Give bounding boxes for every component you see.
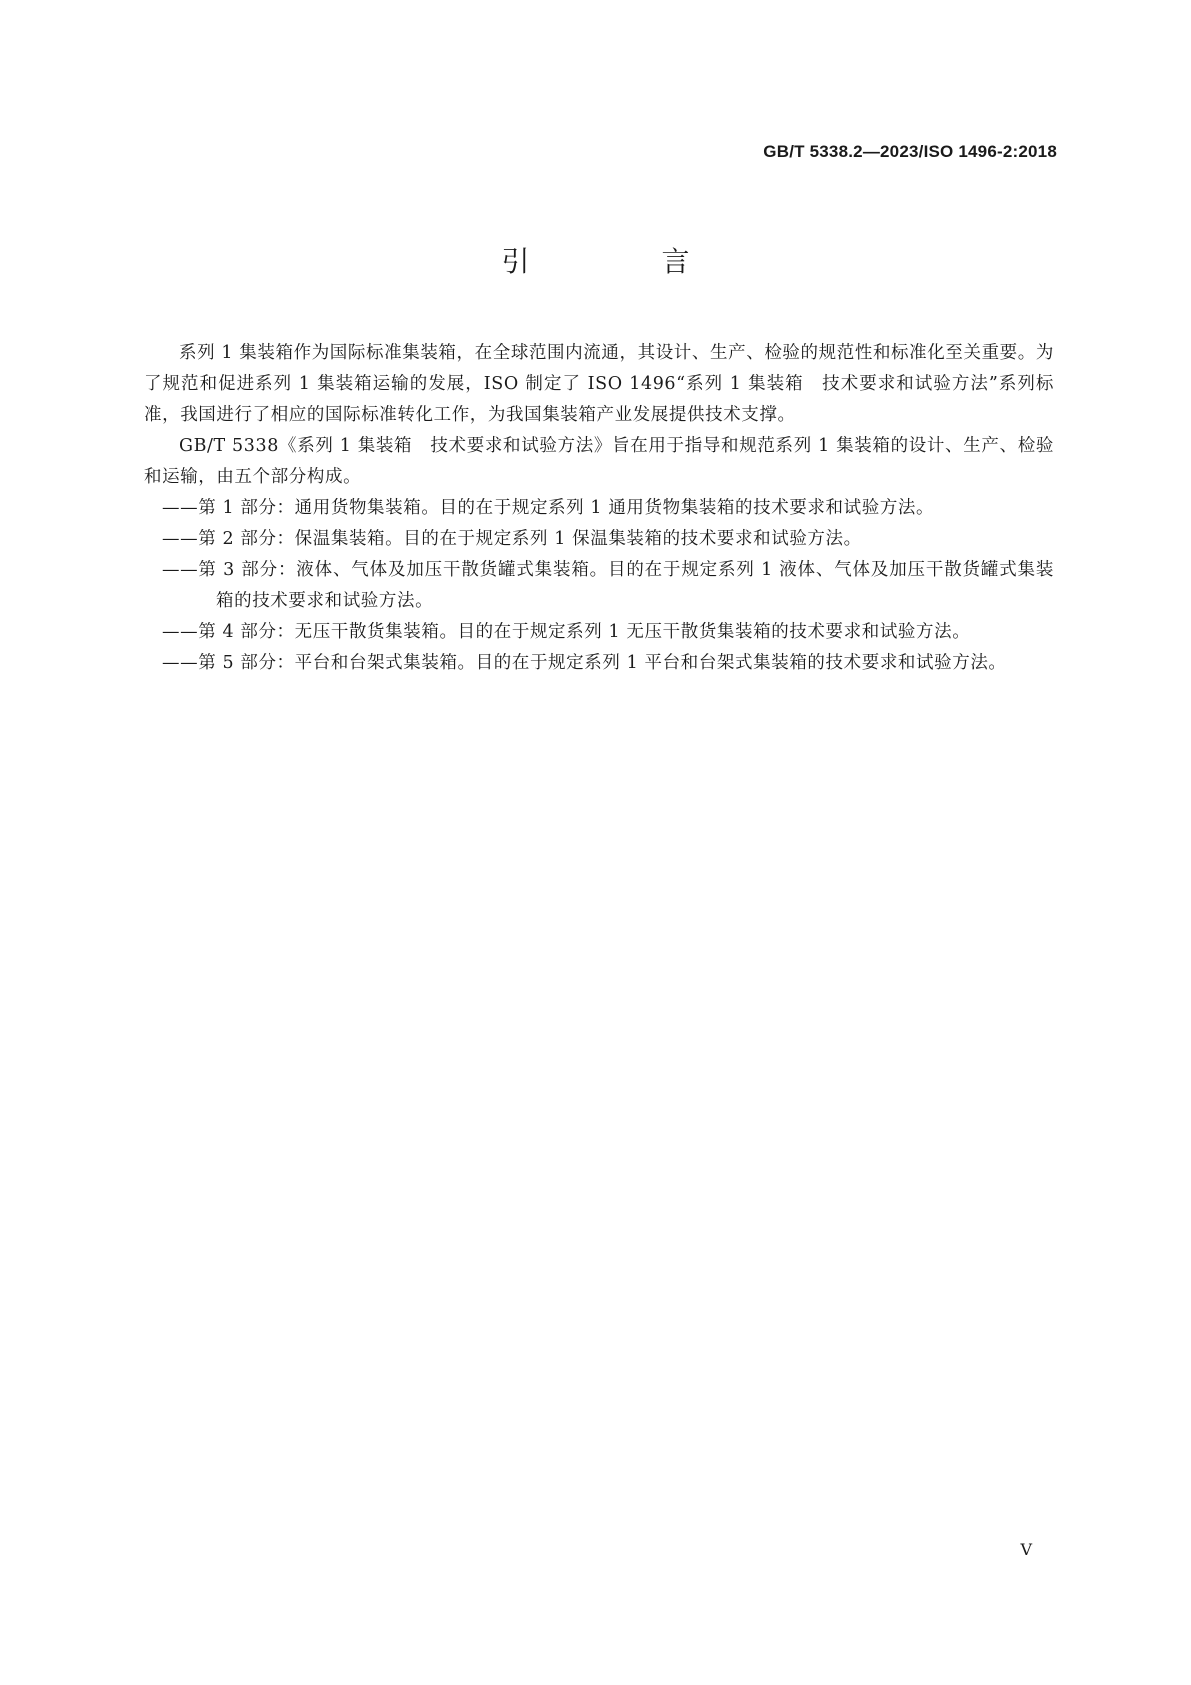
list-item-part-1: ——第 1 部分：通用货物集装箱。目的在于规定系列 1 通用货物集装箱的技术要求和试验方法。 xyxy=(162,498,935,518)
document-id-header: GB/T 5338.2—2023/ISO 1496-2:2018 xyxy=(763,142,1057,161)
body-content xyxy=(144,338,1054,679)
list-item-part-3: ——第 3 部分：液体、气体及加压干散货罐式集装箱。目的在于规定系列 1 液体、气体及加压干散货罐式集装箱的技术要求和试验方法。 xyxy=(162,560,1054,611)
page-title: 引 言 xyxy=(501,245,742,278)
page-number: V xyxy=(1020,1540,1032,1559)
intro-paragraph-1: 系列 1 集装箱作为国际标准集装箱，在全球范围内流通，其设计、生产、检验的规范性和标准化至关重要。为了规范和促进系列 1 集装箱运输的发展，ISO 制定了 ISO 1496“系列 1 集装箱 技术要求和试验方法”系列标准，我国进行了相应的国际标准转化工作，为我国集装箱产业发展提供技术支撑。 xyxy=(144,343,1054,425)
intro-paragraph-2: GB/T 5338《系列 1 集装箱 技术要求和试验方法》旨在用于指导和规范系列 1 集装箱的设计、生产、检验和运输，由五个部分构成。 xyxy=(144,436,1054,487)
list-item-part-5: ——第 5 部分：平台和台架式集装箱。目的在于规定系列 1 平台和台架式集装箱的技术要求和试验方法。 xyxy=(162,653,1007,673)
list-item-part-2: ——第 2 部分：保温集装箱。目的在于规定系列 1 保温集装箱的技术要求和试验方法。 xyxy=(162,529,862,549)
list-item-part-4: ——第 4 部分：无压干散货集装箱。目的在于规定系列 1 无压干散货集装箱的技术要求和试验方法。 xyxy=(162,622,971,642)
